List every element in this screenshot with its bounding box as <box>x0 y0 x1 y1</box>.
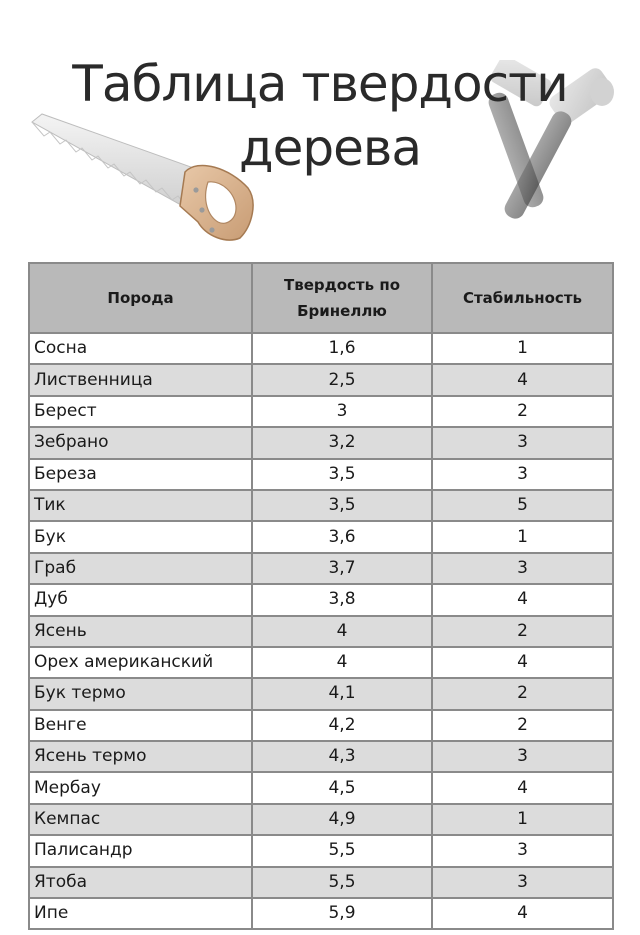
hardness-cell: 3,8 <box>252 584 432 615</box>
table-row <box>29 364 613 395</box>
stability-cell: 4 <box>432 584 613 615</box>
table-row <box>29 553 613 584</box>
stability-cell: 2 <box>432 396 613 427</box>
stability-cell: 1 <box>432 333 613 364</box>
column-header-stability: Стабильность <box>432 263 613 333</box>
hardness-cell: 4,1 <box>252 678 432 709</box>
page-header <box>0 0 640 250</box>
hardness-cell: 4,3 <box>252 741 432 772</box>
species-cell: Лиственница <box>29 364 252 395</box>
table-row <box>29 616 613 647</box>
hardness-cell: 3,7 <box>252 553 432 584</box>
table-row <box>29 710 613 741</box>
hardness-cell: 4 <box>252 647 432 678</box>
stability-cell: 4 <box>432 364 613 395</box>
stability-cell: 3 <box>432 741 613 772</box>
page-title <box>0 52 640 180</box>
species-cell: Венге <box>29 710 252 741</box>
stability-cell: 1 <box>432 804 613 835</box>
hardness-cell: 1,6 <box>252 333 432 364</box>
hardness-cell: 5,5 <box>252 867 432 898</box>
table-row <box>29 835 613 866</box>
stability-cell: 5 <box>432 490 613 521</box>
hardness-cell: 4,2 <box>252 710 432 741</box>
species-cell: Ятоба <box>29 867 252 898</box>
stability-cell: 2 <box>432 678 613 709</box>
hardness-cell: 4 <box>252 616 432 647</box>
hardness-cell: 3,2 <box>252 427 432 458</box>
hardness-cell: 3,6 <box>252 521 432 552</box>
table-row <box>29 647 613 678</box>
species-cell: Ипе <box>29 898 252 929</box>
stability-cell: 1 <box>432 521 613 552</box>
species-cell: Ясень <box>29 616 252 647</box>
species-cell: Бук термо <box>29 678 252 709</box>
title-line-2: дерева <box>239 119 421 177</box>
species-cell: Тик <box>29 490 252 521</box>
species-cell: Граб <box>29 553 252 584</box>
table-row <box>29 741 613 772</box>
table-row <box>29 867 613 898</box>
species-cell: Береза <box>29 459 252 490</box>
stability-cell: 3 <box>432 427 613 458</box>
stability-cell: 3 <box>432 553 613 584</box>
species-cell: Орех американский <box>29 647 252 678</box>
hardness-cell: 3,5 <box>252 490 432 521</box>
species-cell: Ясень термо <box>29 741 252 772</box>
stability-cell: 4 <box>432 647 613 678</box>
hardness-cell: 4,9 <box>252 804 432 835</box>
stability-cell: 3 <box>432 459 613 490</box>
table-header-row <box>29 263 613 333</box>
column-header-hardness: Твердость по Бринеллю <box>252 263 432 333</box>
hardness-cell: 2,5 <box>252 364 432 395</box>
table-row <box>29 333 613 364</box>
table-row <box>29 427 613 458</box>
hardness-cell: 5,5 <box>252 835 432 866</box>
hardness-cell: 4,5 <box>252 772 432 803</box>
table-row <box>29 396 613 427</box>
table-row <box>29 898 613 929</box>
species-cell: Кемпас <box>29 804 252 835</box>
table-row <box>29 459 613 490</box>
table-row <box>29 521 613 552</box>
stability-cell: 3 <box>432 835 613 866</box>
table-row <box>29 490 613 521</box>
hardness-cell: 3,5 <box>252 459 432 490</box>
stability-cell: 3 <box>432 867 613 898</box>
wood-hardness-table <box>28 262 614 930</box>
title-line-1: Таблица твердости <box>72 55 568 113</box>
table-row <box>29 804 613 835</box>
stability-cell: 2 <box>432 710 613 741</box>
species-cell: Берест <box>29 396 252 427</box>
column-header-species: Порода <box>29 263 252 333</box>
table-row <box>29 584 613 615</box>
hardness-cell: 5,9 <box>252 898 432 929</box>
species-cell: Палисандр <box>29 835 252 866</box>
stability-cell: 4 <box>432 898 613 929</box>
table-row <box>29 678 613 709</box>
stability-cell: 2 <box>432 616 613 647</box>
hardness-cell: 3 <box>252 396 432 427</box>
species-cell: Мербау <box>29 772 252 803</box>
stability-cell: 4 <box>432 772 613 803</box>
species-cell: Дуб <box>29 584 252 615</box>
species-cell: Бук <box>29 521 252 552</box>
table-row <box>29 772 613 803</box>
species-cell: Сосна <box>29 333 252 364</box>
species-cell: Зебрано <box>29 427 252 458</box>
